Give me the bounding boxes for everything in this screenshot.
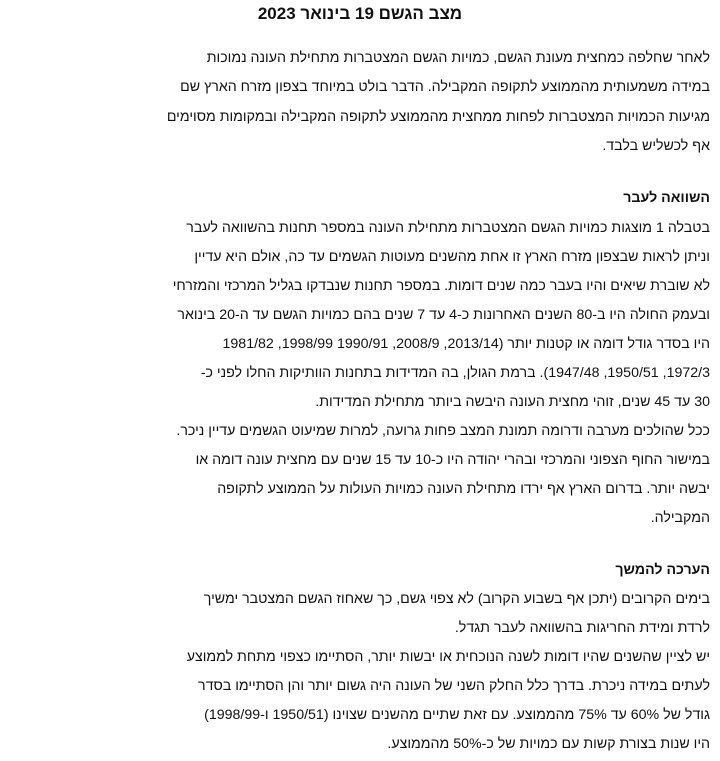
outlook-line: גודל של 60% עד 75% מהממוצע. עם זאת שתיים מהשנים שצוינו (1950/51 ו-1998/99) xyxy=(204,707,710,723)
comparison-line: במישור החוף הצפוני והמרכזי ובהרי יהודה היו כ-10 עד 15 שנים עם מחצית עונה דומה או xyxy=(195,452,710,468)
comparison-line: יבשה יותר. בדרום הארץ אף ירדו מתחילת העונה כמויות העולות על הממוצע לתקופה xyxy=(217,481,710,497)
comparison-line: וניתן לראות שבצפון מזרח הארץ זו אחת מהשנים מעוטות הגשמים עד כה, אולם היא עדיין xyxy=(194,249,710,265)
comparison-line: ככל שהולכים מערבה ודרומה תמונת המצב פחות גרועה, למרות שמיעוט הגשמים עדיין ניכר. xyxy=(176,423,710,439)
comparison-line: בטבלה 1 מוצגות כמויות הגשם המצטברות מתחילת העונה במספר תחנות בהשוואה לעבר xyxy=(186,220,710,236)
comparison-line: היו בסדר גודל דומה או קטנות יותר (2013/14, 2008/9, 1990/91 1998/99, 1981/82 xyxy=(222,336,710,352)
outlook-line: לעתים במידה ניכרת. בדרך כלל החלק השני של העונה היה גשום יותר והן הסתיימו בסדר xyxy=(198,678,710,694)
intro-line: אף לכשליש בלבד. xyxy=(602,138,710,154)
intro-line: במידה משמעותית מהממוצע לתקופה המקבילה. הדבר בולט במיוחד בצפון מזרח הארץ שם xyxy=(180,79,710,95)
outlook-line: היו שנות בצורת קשות עם כמויות של כ-50% מהממוצע. xyxy=(387,736,710,752)
comparison-line: 30 עד 45 שנים, זוהי מחצית העונה היבשה ביותר מתחילת המדידות. xyxy=(315,394,710,410)
section-heading-outlook: הערכה להמשך xyxy=(615,562,710,578)
outlook-line: יש לציין שהשנים שהיו דומות לשנה הנוכחית או יבשות יותר, הסתיימו כצפוי מתחת לממוצע xyxy=(186,649,710,665)
outlook-line: בימים הקרובים (יתכן אף בשבוע הקרוב) לא צפוי גשם, כך שאחוז הגשם המצטבר ימשיך xyxy=(203,591,710,607)
document-title: מצב הגשם 19 בינואר 2023 xyxy=(257,4,463,23)
section-heading-comparison: השוואה לעבר xyxy=(623,190,710,206)
intro-line: לאחר שחלפה כמחצית מעונת הגשם, כמויות הגשם המצטברות מתחילת העונה נמוכות xyxy=(206,50,710,66)
intro-line: מגיעות הכמויות המצטברות לפחות ממחצית מהממוצע לתקופה המקבילה ובמקומות מסוימים xyxy=(166,109,710,125)
outlook-line: לרדת ומידת החריגות בהשוואה לעבר תגדל. xyxy=(454,620,710,636)
comparison-line: המקבילה. xyxy=(650,510,710,526)
comparison-line: לא שוברת שיאים והיו בעבר כמה שנים דומות. במספר תחנות שנבדקו בגליל המרכזי והמזרחי xyxy=(172,278,710,294)
comparison-line: ובעמק החולה היו ב-80 השנים האחרונות כ-4 עד 7 שנים בהם כמויות הגשם עד ה-20 בינואר xyxy=(177,307,710,323)
comparison-line: 1972/3, 1950/51, 1947/48). ברמת הגולן, בה המדידות בתחנות הוותיקות החלו לפני כ- xyxy=(200,365,710,381)
